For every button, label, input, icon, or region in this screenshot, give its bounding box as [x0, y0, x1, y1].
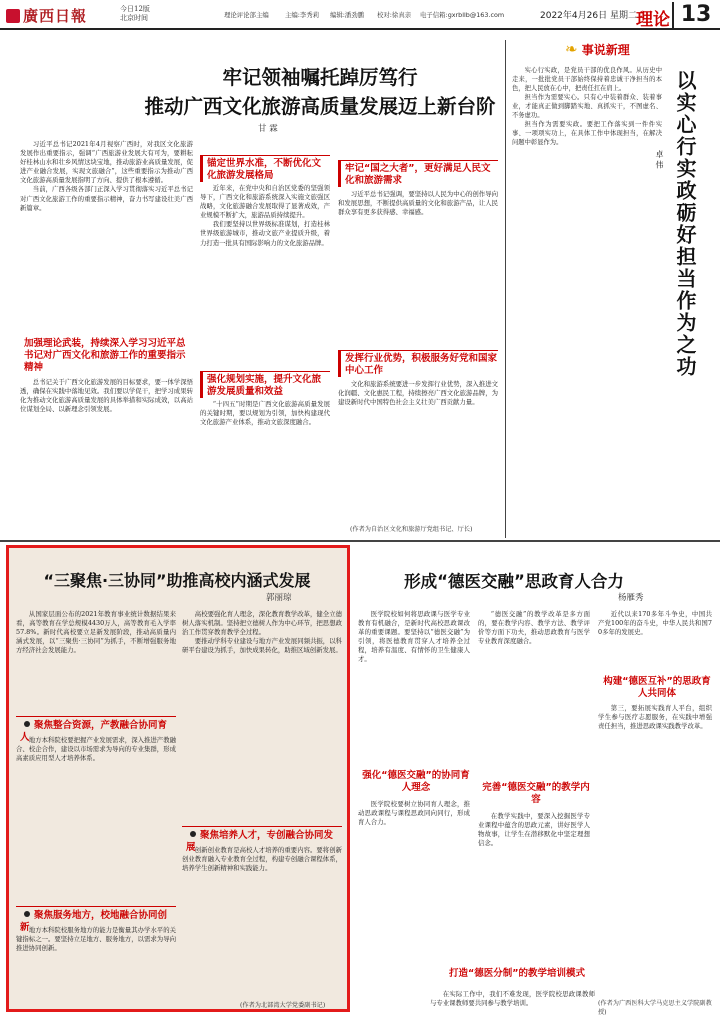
lead-column-1b: 总书记关于广西文化旅游发展的目标要求，要一体学深悟透，确保在实践中落地见效。我们要以学促干，把学习成果转化为推动文化旅游高质量发展的具体举措和实际成效，以高站位谋划全局、以新理念引领发展。 [20, 378, 193, 414]
column-divider [505, 40, 506, 538]
article2-column-3c: 在实际工作中，我们不难发现，医学院校思政课教师与专业课教师要共同参与教学培训。 [430, 990, 595, 1008]
article1-column-2: 高校要强化育人理念，深化教育教学改革，健全立德树人落实机制。坚持把立德树人作为中心环节，把思想政治工作贯穿教育教学全过程。 要推动学科专业建设与地方产业发展同频共振，以科研平台建设为抓手，加快成果转化，助推区域创新发展。 [182, 610, 342, 655]
bullet-icon [190, 831, 196, 837]
lead-author: 甘 霖 [258, 124, 278, 134]
lead-title-line2: 推动广西文化旅游高质量发展迈上新台阶 [144, 95, 496, 118]
lead-column-1: 习近平总书记2021年4月视察广西时，对我区文化旅游发展作出重要指示，强调“广西旅游业发展大有可为，要耕耘好桂林山水和壮乡风情这块宝地，推动旅游业高质量发展，促进产业融合发展，实现文旅融合”，这些重要指示为推动广西文化旅游高质量发展指明了方向、提供了根本遵循。 当前，广西各级各部门正深入学习贯彻落实习近平总书记对广西文化旅游工作的重要指示精神，奋力书写建设壮美广西新篇章。 [20, 140, 193, 212]
edition-info: 今日12版 北京时间 [120, 5, 150, 22]
lead-column-3: 习近平总书记强调，要坚持以人民为中心的创作导向和发展思想，不断提供高质量的文化和旅游产品，让人民群众享有更多获得感、幸福感。 [338, 190, 498, 217]
article1-intro: 从国家层面公布的2021年教育事业统计数据结果来看，高等教育在学总规模4430万人，高等教育毛入学率57.8%。新时代高校要立足新发展阶段，推动高质量内涵式发展，以“三聚焦·三协同”为抓手，不断增强服务地方经济社会发展能力。 [16, 610, 176, 655]
article1-column-1b: 地方本科院校服务地方的能力是衡量其办学水平的关键指标之一。要坚持立足地方、服务地方，以需求为导向推进协同创新。 [16, 926, 176, 953]
article1-subhead-3: 聚焦培养人才，专创融合协同发展 [182, 826, 342, 854]
article2-column-3: 近代以来170多年斗争史，中国共产党100年的奋斗史，中华人民共和国70多年的发展史。 [598, 610, 712, 637]
masthead [0, 0, 720, 30]
lead-column-3b: 文化和旅游系统要进一步发挥行业优势，深入推进文化润疆、文化惠民工程，持续擦亮广西文化旅游品牌，为建设新时代中国特色社会主义壮美广西贡献力量。 [338, 380, 498, 407]
lead-subhead-1: 加强理论武装，持续深入学习习近平总书记对广西文化和旅游工作的重要指示精神 [24, 338, 186, 373]
office-label: 理论评论部主编 [224, 11, 269, 19]
lead-subhead-4: 牢记“国之大者”，更好满足人民文化和旅游需求 [338, 160, 498, 187]
article1-title: “三聚焦·三协同”助推高校内涵式发展 [43, 571, 311, 590]
section-rule [0, 540, 720, 542]
article2-subhead-1: 强化“德医交融”的协同育人理念 [362, 770, 470, 793]
issue-date: 2022年4月26日 星期二 [540, 11, 637, 21]
article1-author: 郭丽琼 [266, 593, 292, 603]
article2-column-1b: 医学院校要树立协同育人理念，推动思政课程与课程思政同向同行，形成育人合力。 [358, 800, 470, 827]
brush-icon: ❧ [565, 40, 578, 58]
bullet-icon [24, 721, 30, 727]
lead-subhead-5: 发挥行业优势，积极服务好党和国家中心工作 [338, 350, 498, 377]
column-ribbon: ❧ 事说新理 [565, 40, 630, 58]
bullet-icon [24, 911, 30, 917]
lead-subhead-3: 强化规划实施，提升文化旅游发展质量和效益 [200, 371, 330, 398]
article2-note: (作者为广西医科大学马克思主义学院副教授) [598, 1000, 712, 1016]
lead-column-2b: “十四五”时期是广西文化旅游高质量发展的关键时期，要以规划为引领，加快构建现代文化旅游产业体系，推动文旅深度融合。 [200, 400, 330, 427]
proof-label: 校对:徐真亲 [377, 11, 412, 19]
article1-column-2b: 创新创业教育是高校人才培养的重要内容。要将创新创业教育融入专业教育全过程，构建专创融合课程体系，培养学生创新精神和实践能力。 [182, 846, 342, 873]
editor-label: 主编:李秀莉 [285, 11, 320, 19]
column-body: 实心行实政，是党员干部的优良作风。从历史中走来，一批批党员干部始终保持着忠诚干净担当的本色，把人民放在心中，把责任扛在肩上。 担当作为需要实心。只有心中装着群众、装着事业，才能真正做到脚踏实地、真抓实干，不图虚名、不务虚功。 担当作为需要实政。要把工作落实到一件件实事、一项项实功上，在具体工作中体现担当，在解决问题中彰显作为。 [512, 67, 662, 146]
column-author: 卓 伟 [655, 150, 664, 169]
article1-subhead-2: 聚焦服务地方，校地融合协同创新 [16, 906, 176, 934]
article2-title: 形成“德医交融”思政育人合力 [404, 572, 624, 591]
article2-column-2b: 在教学实践中，要深入挖掘医学专业课程中蕴含的思政元素，讲好医学人物故事，让学生在潜移默化中坚定理想信念。 [478, 812, 590, 848]
article2-subhead-2: 完善“德医交融”的教学内容 [482, 782, 590, 805]
article2-subhead-4: 打造“德医分制”的教学培训模式 [449, 968, 585, 979]
newspaper-logo: 廣西日報 [6, 5, 87, 26]
article2-column-1: 医学院校如何将思政课与医学专业教育有机融合，是新时代高校思政课改革的重要课题。要坚持以“德医交融”为引领，将医德教育贯穿人才培养全过程，培养有温度、有情怀的卫生健康人才。 [358, 610, 470, 664]
duty-label: 编辑:潘劲鹏 [330, 11, 365, 19]
lead-column-2: 近年来，在党中央和自治区党委的坚强领导下，广西文化和旅游系统深入实施文旅强区战略，文化旅游融合发展取得了显著成效，产业规模不断扩大，旅游品质持续提升。 我们要坚持以世界级标准谋划，打造桂林世界级旅游城市，推动文旅产业提质升级，着力打造一批具有国际影响力的文化旅游品牌。 [200, 184, 330, 247]
page-number: 13 [672, 2, 718, 28]
column-title: 以实心行实政砺好担当作为之功 [673, 70, 697, 378]
article2-subhead-3: 构建“德医互补”的思政育人共同体 [603, 676, 711, 699]
email-label: 电子信箱:gxrbllb@163.com [420, 11, 505, 19]
article2-column-2: “德医交融”的教学改革是多方面的，要在教学内容、教学方法、教学评价等方面下功夫，推动思政教育与医学专业教育深度融合。 [478, 610, 590, 646]
article2-author: 杨雁秀 [618, 593, 644, 603]
lead-note: (作者为自治区文化和旅游厅党组书记、厅长) [350, 526, 473, 533]
article1-column-1: 地方本科院校要把握产业发展需求，深入推进产教融合、校企合作，建设以市场需求为导向的专业集群，形成高素质应用型人才培养体系。 [16, 736, 176, 763]
logo-icon [6, 9, 20, 23]
lead-subhead-2: 锚定世界水准，不断优化文化旅游发展格局 [200, 155, 330, 182]
article1-subhead-1: 聚焦整合资源，产教融合协同育人 [16, 716, 176, 744]
article2-column-3b: 第三，要拓展实践育人平台，组织学生参与医疗志愿服务，在实践中增强责任担当，推进思政课实践教学改革。 [598, 704, 712, 731]
lead-title-line1: 牢记领袖嘱托踔厉笃行 [222, 66, 418, 89]
article1-note: (作者为北部湾大学党委副书记) [240, 1002, 326, 1009]
section-title: 理论 [636, 10, 670, 30]
